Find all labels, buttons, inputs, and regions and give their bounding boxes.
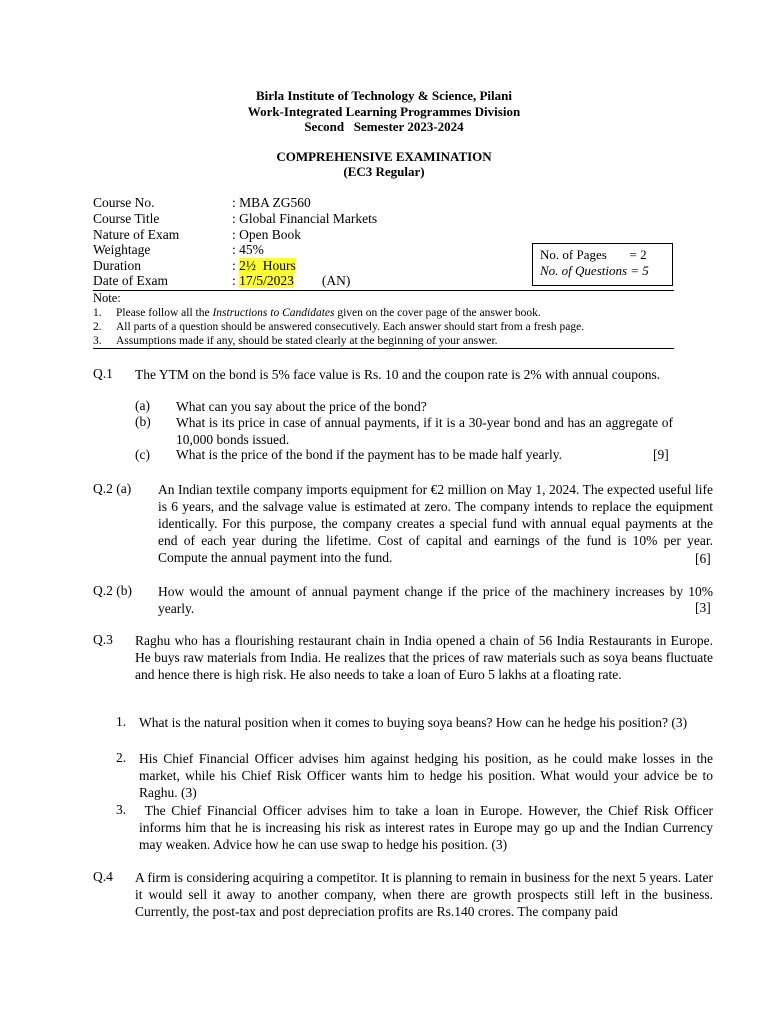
q3-stem: Raghu who has a flourishing restaurant chain in India opened a chain of 56 India Restaurants in Europe. He buys raw materials from India. He realizes that the prices of raw materials such as soya beans fluctuate and hence there is high risk. He also needs to take a loan of Euro 5 lakhs at a floating rate. — [135, 633, 713, 682]
date-value: 17/5/2023 — [239, 273, 294, 288]
course-title-label: Course Title — [93, 211, 160, 226]
semester: Second Semester 2023-2024 — [304, 119, 464, 134]
institute-name: Birla Institute of Technology & Science, Pilani — [255, 88, 513, 103]
duration-prefix: : — [232, 258, 240, 273]
q1c-label: (c) — [135, 447, 150, 462]
nature-label: Nature of Exam — [93, 227, 180, 242]
note-emphasis: Instructions to Candidates — [212, 307, 335, 319]
note-item-1 — [93, 306, 541, 320]
q1-marks: [9] — [653, 447, 669, 462]
note-text: given on the cover page of the answer book. — [334, 307, 541, 319]
nature-value: : Open Book — [232, 227, 301, 242]
note-num: 1. — [93, 307, 102, 319]
pages-box — [532, 243, 673, 286]
q2a-number: Q.2 (a) — [93, 481, 132, 496]
no-of-questions: No. of Questions = 5 — [540, 263, 649, 278]
date-session: (AN) — [321, 273, 351, 288]
note-text: All parts of a question should be answered consecutively. Each answer should start from a fresh page. — [116, 321, 585, 333]
note-text: Please follow all the — [116, 307, 213, 319]
q2b-marks: [3] — [695, 600, 711, 615]
q2b-number: Q.2 (b) — [93, 583, 132, 598]
duration-label: Duration — [93, 258, 141, 273]
q1b-text: What is its price in case of annual payments, if it is a 30-year bond and has an aggregate of 10,000 bonds issued. — [176, 415, 673, 447]
exam-type: (EC3 Regular) — [343, 164, 425, 179]
q3-item-2: His Chief Financial Officer advises him against hedging his position, as he could make losses in the market, while his Chief Risk Officer wants him to hedge his position. What would your advice be to Raghu. (3) — [139, 751, 713, 800]
q4-number: Q.4 — [93, 869, 113, 884]
no-of-pages: No. of Pages = 2 — [540, 247, 647, 262]
weightage-value: : 45% — [232, 242, 264, 257]
note-num: 2. — [93, 321, 102, 333]
course-no-label: Course No. — [93, 195, 155, 210]
q3-item-1: What is the natural position when it comes to buying soya beans? How can he hedge his position? (3) — [139, 715, 688, 730]
q3-item-num: 2. — [116, 750, 127, 765]
note-title: Note: — [93, 291, 121, 305]
q1-stem: The YTM on the bond is 5% face value is Rs. 10 and the coupon rate is 2% with annual coupons. — [135, 367, 661, 382]
note-num: 3. — [93, 335, 102, 347]
q2b-text: How would the amount of annual payment change if the price of the machinery increases by 10% yearly. — [158, 584, 713, 616]
q1b-label: (b) — [135, 414, 151, 429]
q2a-text: An Indian textile company imports equipment for €2 million on May 1, 2024. The expected useful life is 6 years, and the salvage value is estimated at zero. The company intends to replace the equipment identically. For this purpose, the company creates a special fund with annual equal payments at the end of each year during the lifetime. Cost of capital and earnings of the fund is 10% per year. Compute the annual payment into the fund. — [158, 482, 713, 565]
note-item-2 — [93, 320, 585, 334]
q1c-text: What is the price of the bond if the payment has to be made half yearly. — [176, 447, 562, 462]
divider-bottom — [93, 348, 674, 349]
exam-title: COMPREHENSIVE EXAMINATION — [276, 149, 492, 164]
q3-item-3: The Chief Financial Officer advises him to take a loan in Europe. However, the Chief Risk Officer informs him that he is increasing his risk as interest rates in Europe may go up and the Indian Currency may weaken. Advice how he can use swap to hedge his position. (3) — [139, 803, 717, 852]
date-label: Date of Exam — [93, 273, 168, 288]
course-title-value: : Global Financial Markets — [232, 211, 378, 226]
duration-value: 2½ Hours — [239, 258, 296, 273]
q3-number: Q.3 — [93, 632, 113, 647]
note-item-3 — [93, 334, 498, 348]
q4-text: A firm is considering acquiring a competitor. It is planning to remain in business for the next 5 years. Later it would sell it away to another company, when there are growth prospects still left in the business. Currently, the post-tax and post depreciation profits are Rs.140 crores. The company paid — [135, 870, 713, 919]
date-prefix: : — [232, 273, 240, 288]
note-text: Assumptions made if any, should be stated clearly at the beginning of your answer. — [116, 335, 498, 347]
q3-item-num: 3. — [116, 802, 127, 817]
q2a-marks: [6] — [695, 551, 711, 566]
course-no-value: : MBA ZG560 — [232, 195, 311, 210]
notes-section — [93, 291, 674, 347]
weightage-label: Weightage — [93, 242, 151, 257]
q1-number: Q.1 — [93, 366, 113, 381]
q1a-text: What can you say about the price of the bond? — [176, 399, 427, 414]
q1a-label: (a) — [135, 398, 150, 413]
q3-item-num: 1. — [116, 714, 127, 729]
division-name: Work-Integrated Learning Programmes Division — [247, 104, 521, 119]
